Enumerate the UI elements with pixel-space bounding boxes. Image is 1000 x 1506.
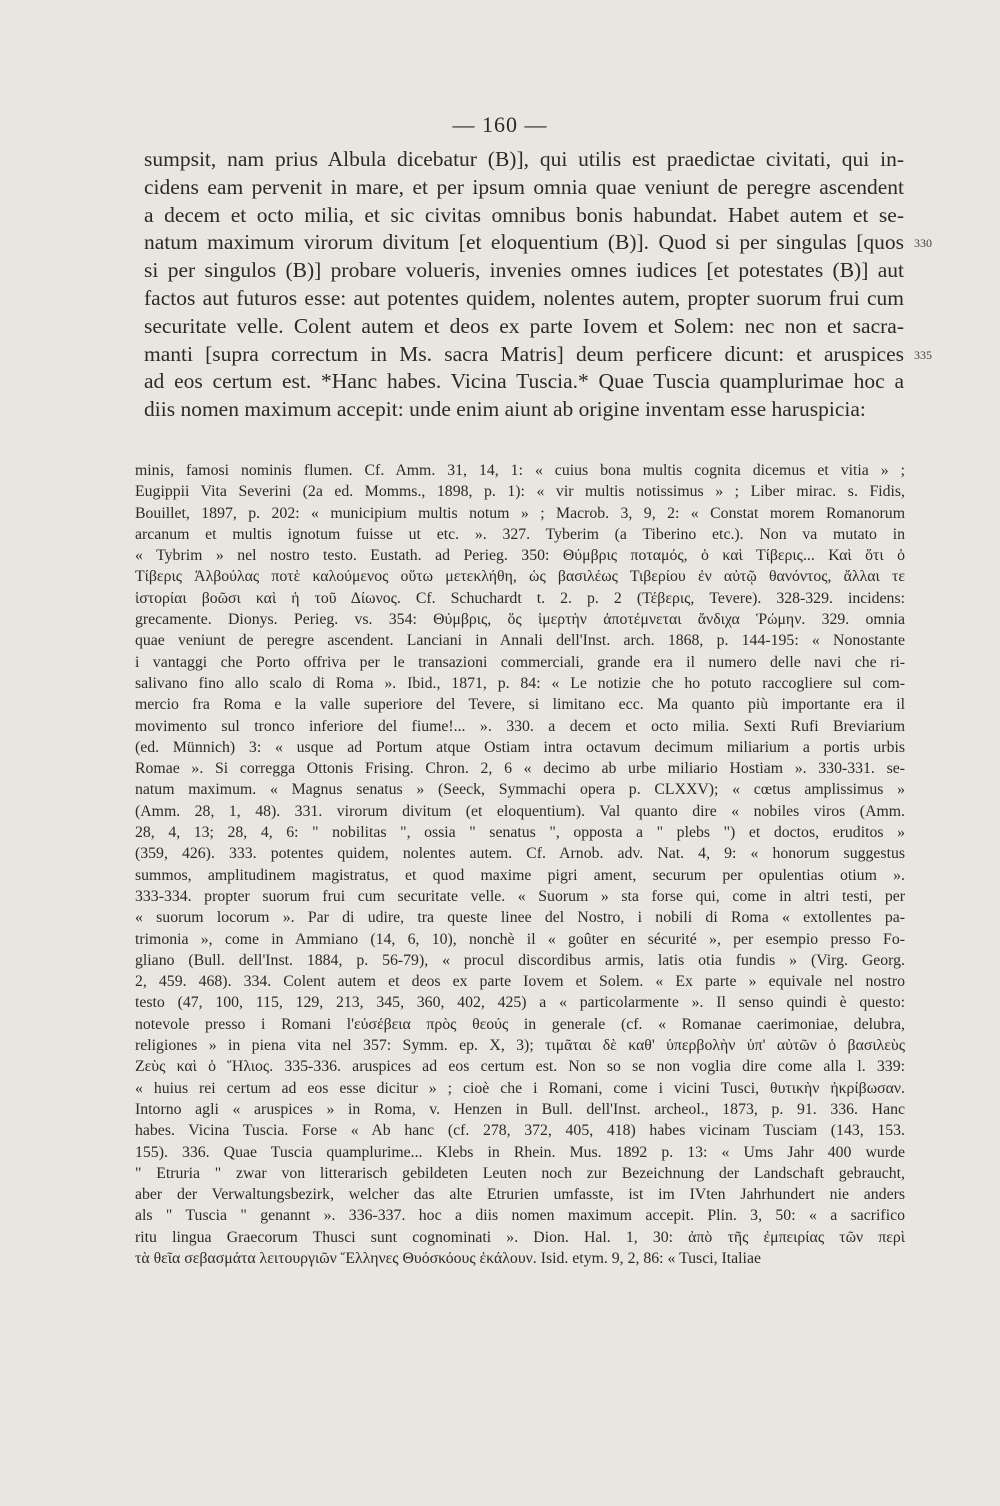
footnote-line: arcanum et multis ignotum fuisse ut etc. ». 327. Tyberim (a Tiberino etc.). Non va mutato in — [135, 525, 905, 543]
footnote-line: natum maximum. « Magnus senatus » (Seeck, Symmachi opera p. CLXXV); « cœtus amplissimus » — [135, 781, 905, 799]
main-text-line: a decem et octo milia, et sic civitas omnibus bonis habundat. Habet autem et se- — [144, 202, 904, 227]
footnote-line: i vantaggi che Porto offriva per le transazioni commerciali, grande era il numero delle navi che ri- — [135, 653, 905, 671]
footnote-line: Romae ». Si corregga Ottonis Frising. Chron. 2, 6 « decimo ab urbe miliario Hostiam ». 330-331. se- — [135, 760, 905, 778]
footnote-line: « suorum locorum ». Par di udire, tra queste linee del Nostro, i nobili di Roma « extollentes pa- — [135, 909, 905, 927]
footnote-line: 2, 459. 468). 334. Colent autem et deos ex parte Iovem et Solem. « Ex parte » equivale nel nostro — [135, 973, 905, 991]
margin-line-number: 335 — [914, 348, 932, 362]
footnote-line: « huius rei certum ad eos esse dicitur » ; cioè che i Romani, come i vicini Tusci, θυτικὴν ἠκρίβωσαν. — [135, 1079, 905, 1097]
footnote-line: minis, famosi nominis flumen. Cf. Amm. 31, 14, 1: « cuius bona multis cognita dicemus et vitia » ; — [135, 462, 905, 479]
main-text-line: securitate velle. Colent autem et deos ex parte Iovem et Solem: nec non et sacra- — [144, 313, 904, 338]
footnote-line: " Etruria " zwar von litterarisch gebildeten Leuten noch zur Bezeichnung der Landschaft gebraucht, — [135, 1164, 905, 1182]
footnote-line: mercio fra Roma e la valle superiore del Tevere, si limitano ecc. Ma quanto più importante era il — [135, 696, 905, 714]
main-text-line: ad eos certum est. *Hanc habes. Vicina Tuscia.* Quae Tuscia quamplurimae hoc a — [144, 369, 904, 394]
page-number: — 160 — — [452, 112, 548, 137]
footnote-line: τὰ θεῖα σεβασμάτα λειτουργιῶν Ἕλληνες Θυόσκόους ἐκάλουν. Isid. etym. 9, 2, 86: « Tusci, Italiae — [135, 1249, 761, 1267]
footnote-line: religiones » in piena vita nel 357: Symm. ep. X, 3); τιμᾶται δὲ καθ' ὑπερβολὴν ὑπ' αὐτῶν ὁ βασιλεὺς — [135, 1037, 905, 1055]
footnote-line: Bouillet, 1897, p. 202: « municipium multis notum » ; Macrob. 3, 9, 2: « Constat morem Romanorum — [135, 504, 905, 522]
footnote-line: Eugippii Vita Severini (2a ed. Momms., 1898, p. 1): « vir multis notissimus » ; Liber mirac. s. Fidis, — [135, 483, 905, 501]
footnote-line: « Tybrim » nel nostro testo. Eustath. ad Perieg. 350: Θύμβρις ποταμός, ὁ καὶ Τίβερις... Καὶ ὅτι ὁ — [135, 547, 905, 565]
footnote-line: movimento sul tronco inferiore del fiume!... ». 330. a decem et octo milia. Sexti Rufi Breviarium — [135, 717, 905, 735]
footnote-line: trimonia », come in Ammiano (14, 6, 10), nonchè il « goûter en sécurité », per esempio presso Fo- — [135, 930, 905, 948]
margin-line-number: 330 — [914, 236, 932, 250]
footnote-line: 28, 4, 13; 28, 4, 6: " nobilitas ", ossia " senatus ", opposta a " plebs ") et doctos, eruditos » — [135, 824, 905, 842]
main-text-line: si per singulos (B)] probare volueris, invenies omnes iudices [et potestates (B)] aut — [144, 258, 904, 283]
footnote-line: habes. Vicina Tuscia. Forse « Ab hanc (cf. 278, 372, 405, 418) habes vicinam Tusciam (143, 153. — [135, 1122, 905, 1140]
main-text-line: diis nomen maximum accepit: unde enim aiunt ab origine inventam esse haruspicia: — [144, 397, 866, 422]
main-text-line: cidens eam pervenit in mare, et per ipsum omnia quae veniunt de peregre ascendent — [144, 174, 904, 199]
footnote-line: grecamente. Dionys. Perieg. vs. 354: Θύμβρις, ὅς ἱμερτὴν ἀποτέμνεται ἄνδιχα Ῥώμην. 329. omnia — [135, 611, 905, 629]
footnote-line: notevole presso i Romani l'εὐσέβεια πρὸς θεούς in generale (cf. « Romanae caerimoniae, delubra, — [135, 1015, 905, 1033]
footnote-line: quae veniunt de peregre ascendent. Lanciani in Annali dell'Inst. arch. 1868, p. 144-195: « Nonostante — [135, 632, 905, 650]
footnote-line: (ed. Münnich) 3: « usque ad Portum atque Ostiam intra octavum decimum miliarium a portis urbis — [135, 738, 905, 756]
footnote-line: als " Tuscia " genannt ». 336-337. hoc a diis nomen maximum accepit. Plin. 3, 50: « a sacrifico — [135, 1207, 905, 1225]
main-text-line: manti [supra correctum in Ms. sacra Matris] deum perficere dicunt: et aruspices — [144, 341, 904, 366]
footnote-line: Ζεὺς καὶ ὁ Ἥλιος. 335-336. aruspices ad eos certum est. Non so se non voglia dire come alla l. 339: — [135, 1058, 905, 1076]
main-text-line: factos aut futuros esse: aut potentes quidem, nolentes autem, propter suorum frui cum — [144, 285, 904, 310]
footnote-line: testo (47, 100, 115, 129, 213, 345, 360, 402, 425) a « particolarmente ». Il senso quindi è questo: — [135, 994, 905, 1012]
footnotes — [135, 460, 905, 1269]
footnote-line: Intorno agli « aruspices » in Roma, v. Henzen in Bull. dell'Inst. archeol., 1873, p. 91. 336. Hanc — [135, 1100, 905, 1118]
footnote-line: 333-334. propter suorum frui cum securitate velle. « Suorum » sta forse qui, come in altri testi, per — [135, 887, 905, 905]
footnote-line: ritu lingua Graecorum Thusci sunt cognominati ». Dion. Hal. 1, 30: ἀπὸ τῆς ἐμπειρίας τῶν περὶ — [135, 1228, 905, 1246]
footnote-line: summos, amplitudinem magistratus, et quod maxime pigri ament, securum per opulentias otium ». — [135, 866, 905, 884]
footnote-line: Τίβερις Ἀλβούλας ποτὲ καλούμενος οὕτω μετεκλήθη, ὡς βασιλέως Τιβερίου ἐν αὐτῷ θανόντος, ἄλλαι τε — [135, 568, 905, 586]
footnote-line: aber der Verwaltungsbezirk, welcher das alte Etrurien umfasste, ist im IVten Jahrhundert nie anders — [135, 1186, 905, 1204]
main-text-line: natum maximum virorum divitum [et eloquentium (B)]. Quod si per singulas [quos — [144, 230, 904, 255]
footnote-line: (359, 426). 333. potentes quidem, nolentes autem. Cf. Arnob. adv. Nat. 4, 9: « honorum suggestus — [135, 845, 905, 863]
footnote-line: gliano (Bull. dell'Inst. 1884, p. 56-79), « procul discordibus armis, latis otia fundis » (Virg. Georg. — [135, 951, 905, 969]
footnote-line: salivano fino allo scalo di Roma ». Ibid., 1871, p. 84: « Le notizie che ho potuto raccogliere sul com- — [135, 674, 905, 692]
footnote-line: (Amm. 28, 1, 48). 331. virorum divitum (et eloquentium). Val quanto dire « nobiles viros (Amm. — [135, 802, 905, 820]
footnote-line: ἱστορίαι βοῶσι καὶ ἡ τοῦ Δίωνος. Cf. Schuchardt t. 2. p. 2 (Τέβερις, Tevere). 328-329. incidens: — [135, 589, 905, 607]
footnote-line: 155). 336. Quae Tuscia quamplurime... Klebs in Rhein. Mus. 1892 p. 13: « Ums Jahr 400 wurde — [135, 1143, 905, 1161]
main-text-line: sumpsit, nam prius Albula dicebatur (B)], qui utilis est praedictae civitati, qui in- — [144, 147, 904, 171]
main-text — [144, 146, 904, 424]
